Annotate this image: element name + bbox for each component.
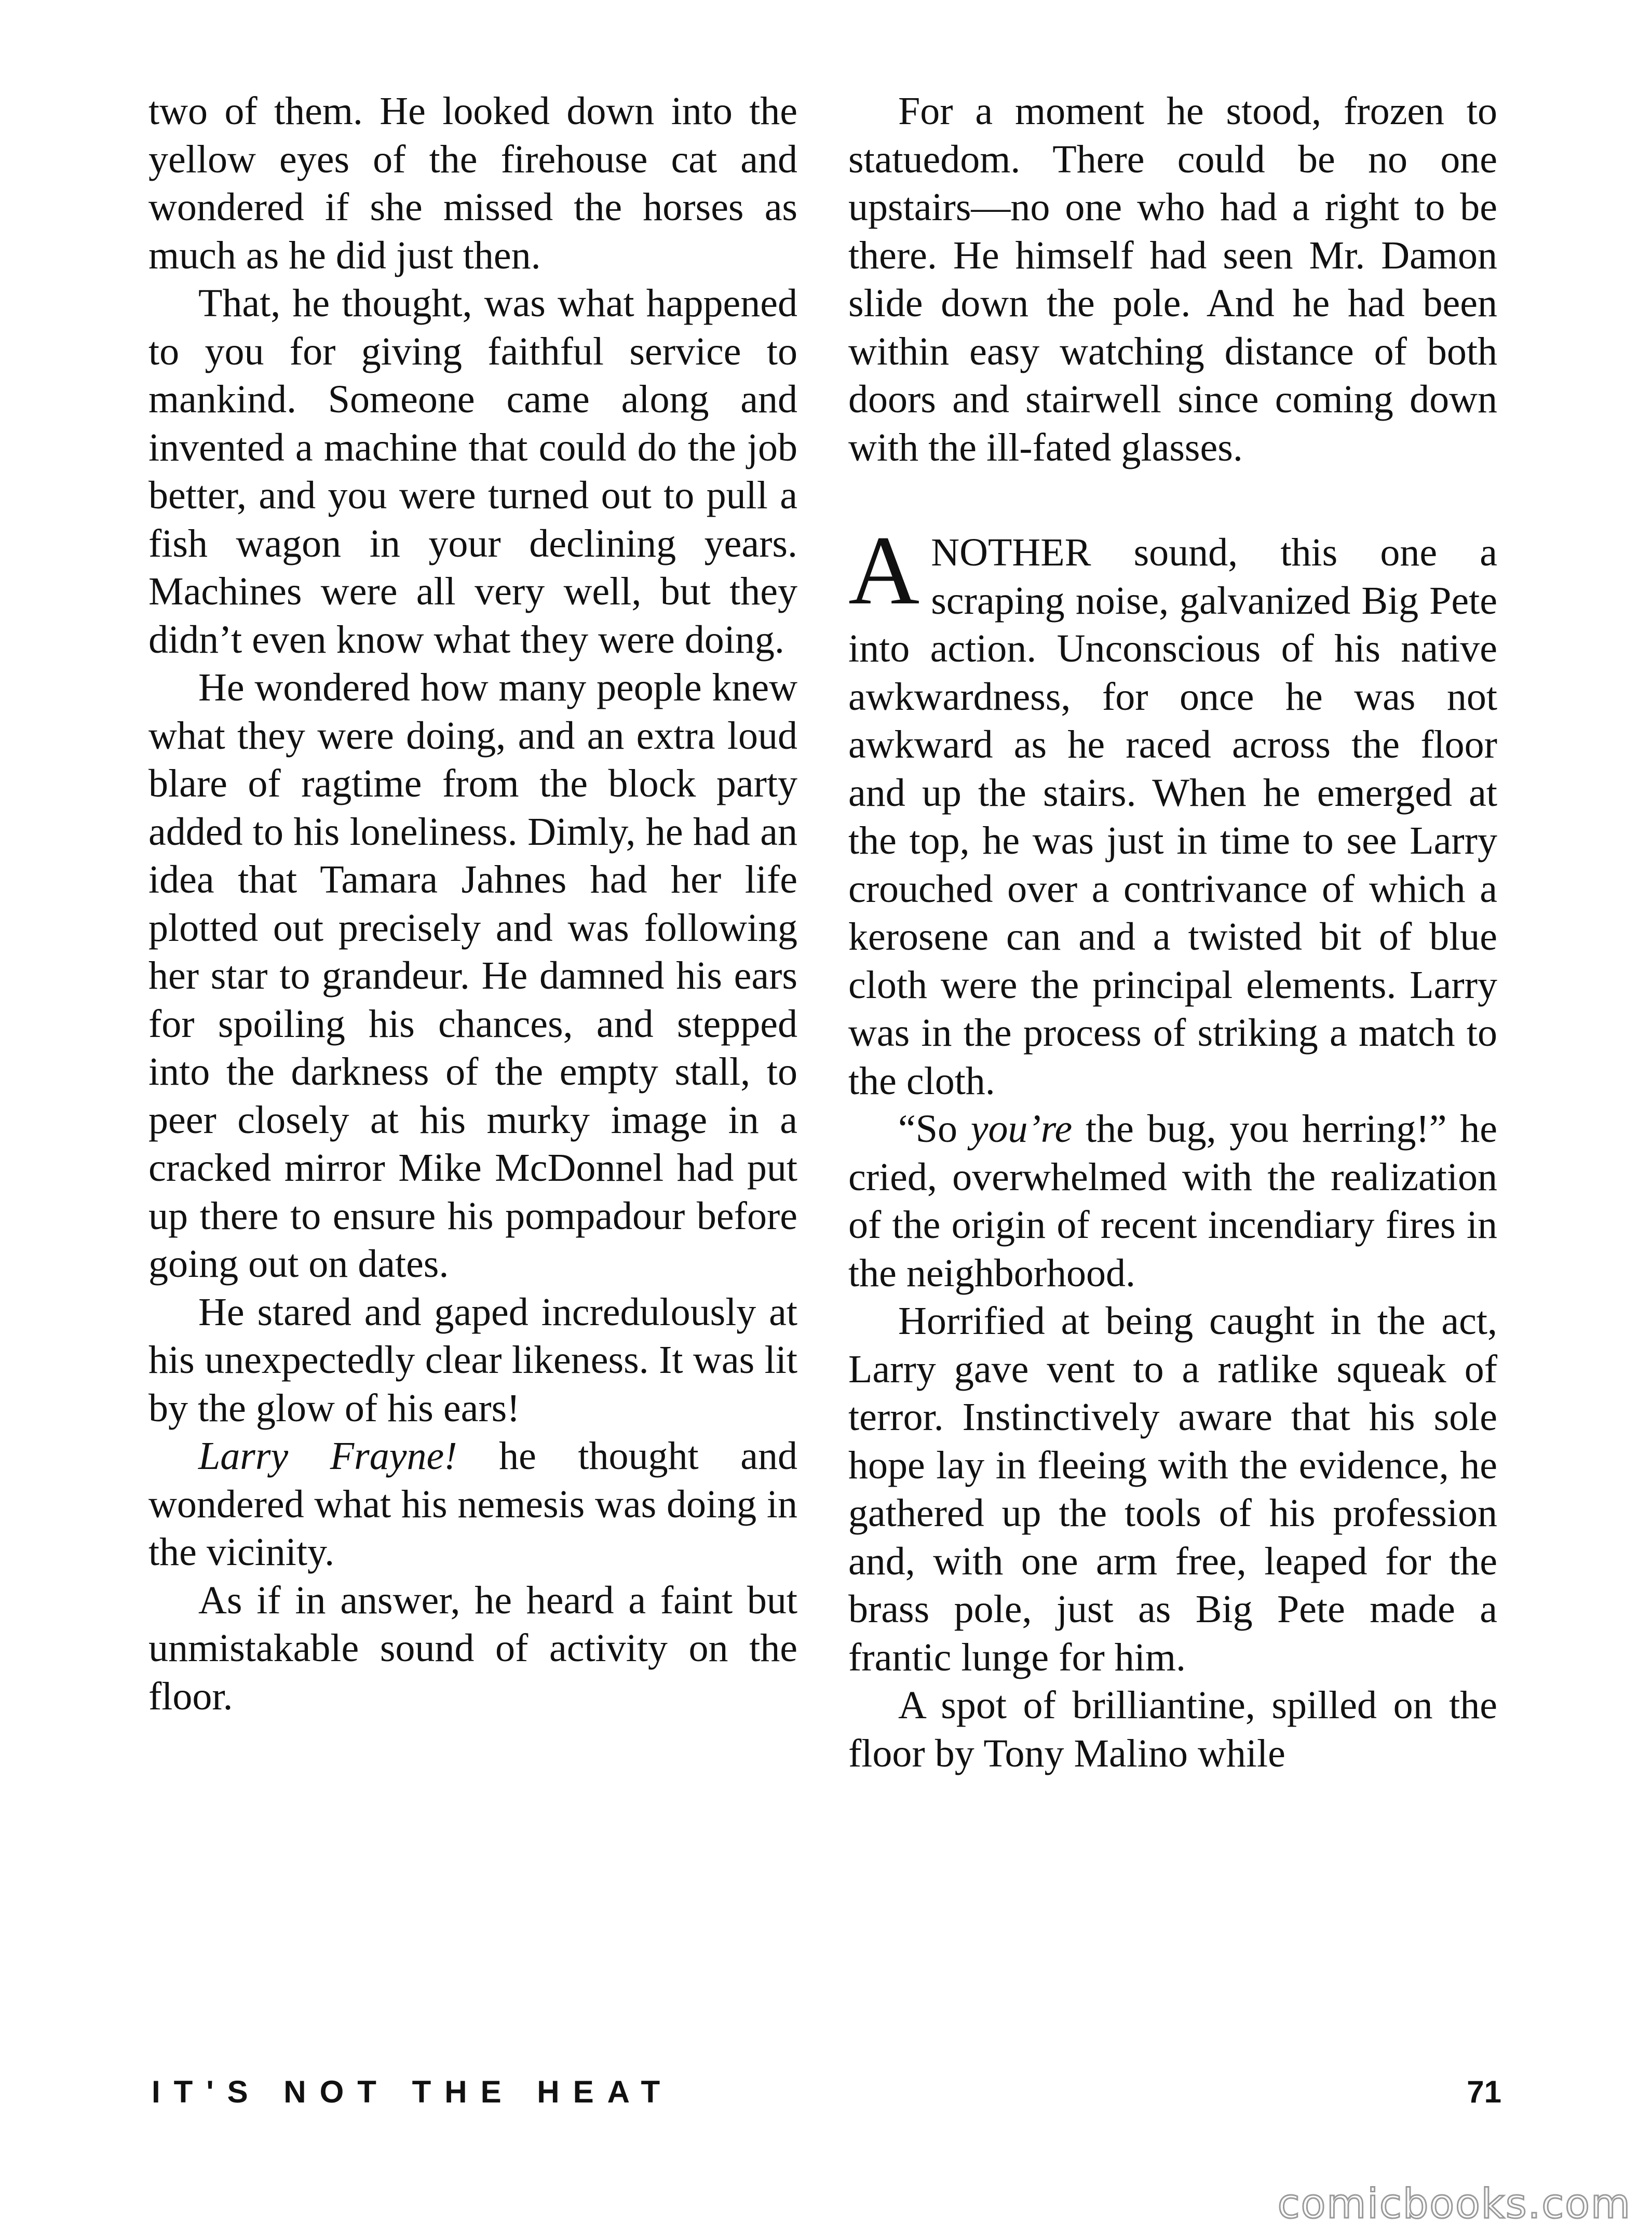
left-column — [148, 87, 797, 1720]
paragraph — [848, 1105, 1497, 1297]
paragraph: He wondered how many people knew what they were doing, and an extra loud blare of ragtime from the block party added to his loneliness. Dimly, he had an idea that Tamara Jahnes had her life plotted out precisely and was following her star to grandeur. He damned his ears for spoiling his chances, and stepped into the darkness of the empty stall, to peer closely at his murky image in a cracked mirror Mike McDonnel had put up there to ensure his pompadour before going out on dates. — [148, 666, 797, 1286]
paragraph: He stared and gaped incredulously at his unexpectedly clear likeness. It was lit by the glow of his ears! — [148, 1290, 797, 1430]
page-number: 71 — [1467, 2074, 1501, 2109]
paragraph-text: he thought and wondered what his nemesis was doing in the vicinity. — [148, 1434, 797, 1574]
paragraph: A spot of brilliantine, spilled on the floor by Tony Malino while — [848, 1683, 1497, 1775]
italic-text: you’re — [970, 1107, 1073, 1151]
paragraph — [148, 1432, 797, 1576]
paragraph-text: NOTHER sound, this one a scraping noise, galvanized Big Pete into action. Unconscious of his native awkwardness, for once he was not awkward as he raced across the floor and up the stairs. When he emerged at the top, he was just in time to see Larry crouched over a contrivance of which a kerosene can and a twisted bit of blue cloth were the principal elements. Larry was in the process of striking a match to the cloth. — [848, 531, 1497, 1103]
paragraph-text: “So — [898, 1107, 971, 1151]
section-start-paragraph — [848, 516, 1497, 1105]
paragraph: Horrified at being caught in the act, Larry gave vent to a ratlike squeak of terror. Instinctively aware that his sole hope lay in fleeing with the evidence, he gathered up the tools of his profession and, with one arm free, leaped for the brass pole, just as Big Pete made a frantic lunge for him. — [848, 1299, 1497, 1679]
drop-cap: A — [848, 516, 920, 625]
paragraph: That, he thought, was what happened to you for giving faithful service to mankind. Someone came along and invented a machine that could do the job better, and you were turned out to pull a fish wagon in your declining years. Machines were all very well, but they didn’t even know what they were doing. — [148, 281, 797, 662]
running-title: IT'S NOT THE HEAT — [152, 2074, 674, 2109]
paragraph-text: the bug, you herring!” he cried, overwhelmed with the realization of the origin of recent incendiary fires in the neighborhood. — [848, 1107, 1497, 1295]
watermark: comicbooks.com — [1277, 2181, 1631, 2228]
paragraph: For a moment he stood, frozen to statuedom. There could be no one upstairs—no one who had a right to be there. He himself had seen Mr. Damon slide down the pole. And he had been within easy watching distance of both doors and stairwell since coming down with the ill-fated glasses. — [848, 89, 1497, 469]
paragraph: As if in answer, he heard a faint but unmistakable sound of activity on the floor. — [148, 1578, 797, 1718]
right-column — [848, 87, 1497, 1777]
italic-text: Larry Frayne! — [198, 1434, 457, 1478]
paragraph: two of them. He looked down into the yellow eyes of the firehouse cat and wondered if she missed the horses as much as he did just then. — [148, 89, 797, 277]
